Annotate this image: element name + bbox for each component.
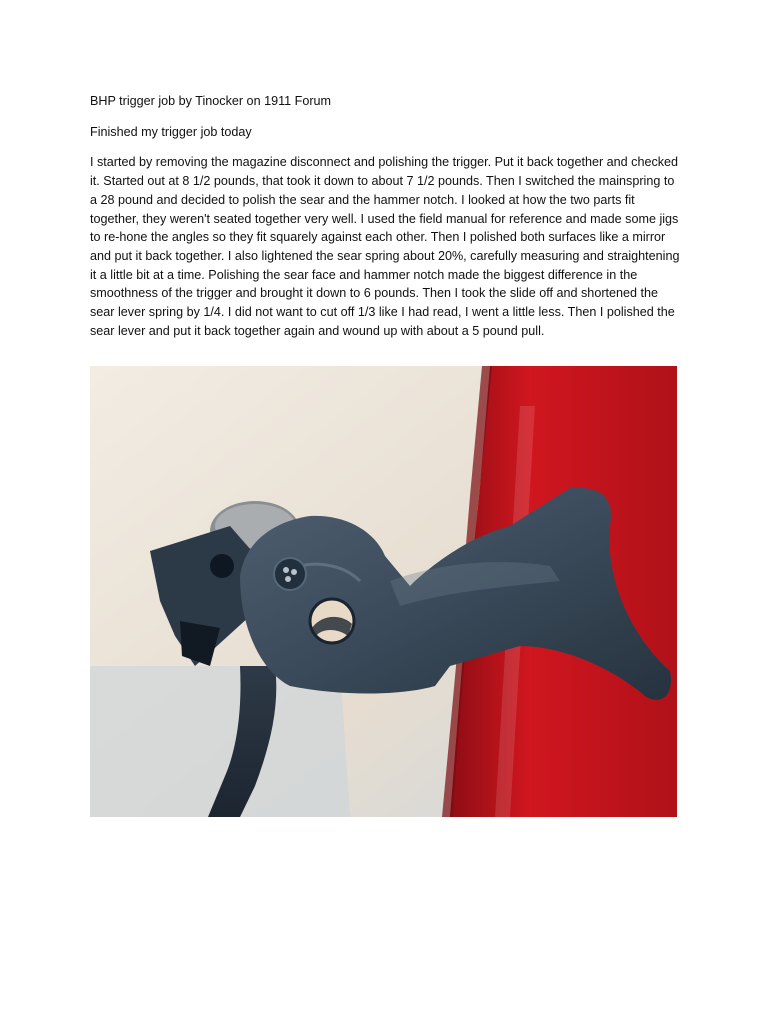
document-subtitle: Finished my trigger job today <box>90 124 252 139</box>
pin-head <box>274 558 306 590</box>
pin-dot <box>285 576 291 582</box>
trigger-parts-photo <box>90 366 677 817</box>
document-body: I started by removing the magazine disconnect and polishing the trigger. Put it back together and checked it. Started out at 8 1/2 pounds, that took it down to about 7 1/2 pounds. Then I switched the mainspring to a 28 pound and decided to polish the sear and the hammer notch. I looked at how the two parts fit together, they weren't seated together very well. I used the field manual for reference and made some jigs to re-hone the angles so they fit squarely against each other. Then I polished both surfaces like a mirror and put it back together. I also lightened the sear spring about 20%, carefully measuring and straightening it a little bit at a time. Polishing the sear face and hammer notch made the biggest difference in the smoothness of the trigger and brought it down to 6 pounds. Then I took the slide off and shortened the sear lever spring by 1/4. I did not want to cut off 1/3 like I had read, I went a little less. Then I polished the sear lever and put it back together again and wound up with about a 5 pound pull. <box>90 155 680 338</box>
pin-dot <box>283 567 289 573</box>
pin-dot <box>291 569 297 575</box>
hammer-pin-hole <box>210 554 234 578</box>
document-title: BHP trigger job by Tinocker on 1911 Forum <box>90 94 332 108</box>
photo-illustration <box>90 366 677 817</box>
document-text <box>90 92 680 352</box>
